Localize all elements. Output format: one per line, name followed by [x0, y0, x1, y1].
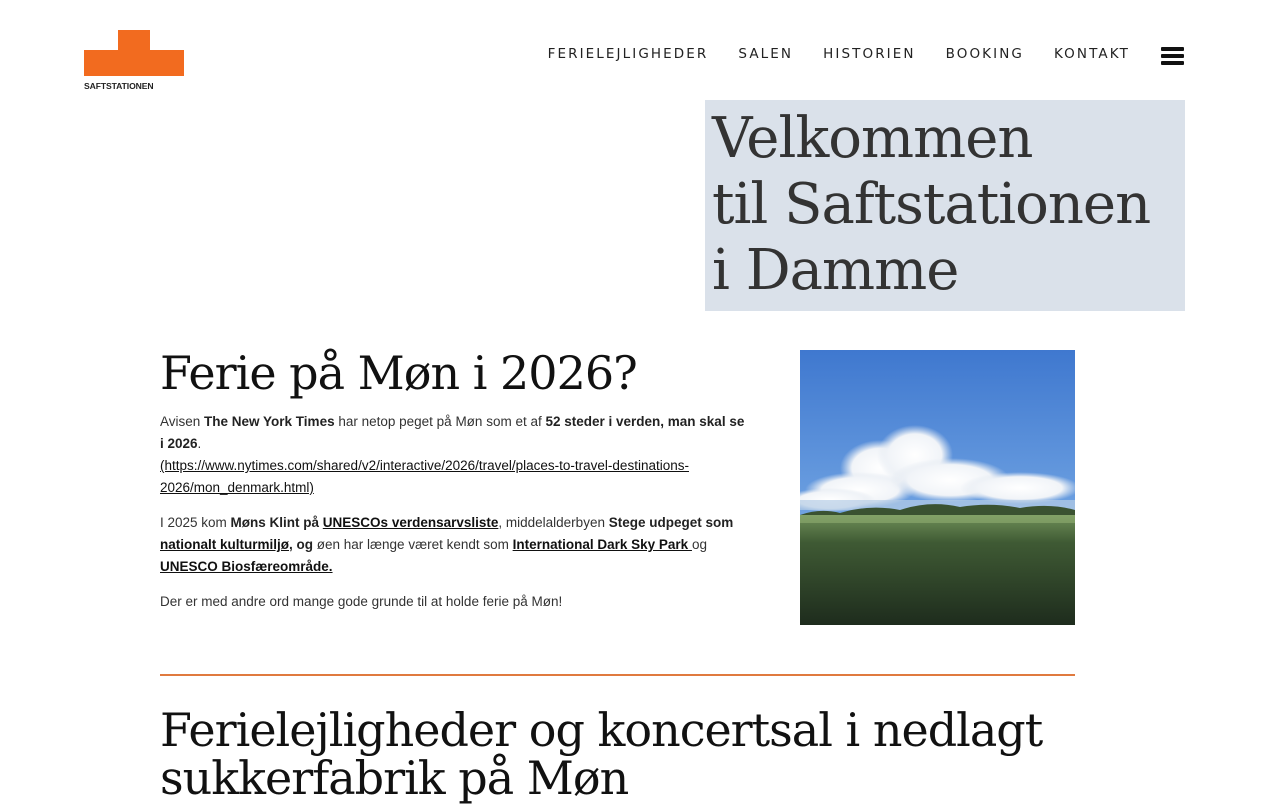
text: øen har længe været kendt som [313, 537, 513, 552]
nav-item-historien[interactable]: HISTORIEN [823, 46, 916, 62]
text: . [197, 436, 202, 451]
nav-item-salen[interactable]: SALEN [738, 46, 794, 62]
intro-paragraph-3: Der er med andre ord mange gode grunde til at holde ferie på Møn! [160, 594, 563, 609]
text: I 2025 kom [160, 515, 231, 530]
intro-paragraph-2 [160, 512, 750, 578]
hero-title-line: til Saftstationen [712, 172, 1151, 237]
text: , middelalderbyen [498, 515, 609, 530]
hero-title-line: Velkommen [712, 106, 1033, 171]
text: og [691, 537, 707, 552]
highlight-text: 52 steder i verden, man skal se i 2026 [160, 414, 745, 451]
nytimes-link[interactable]: (https://www.nytimes.com/shared/v2/interactive/2026/travel/places-to-travel-destinations-2026/mon_denmark.html) [160, 458, 689, 495]
nav-item-ferielejligheder[interactable]: FERIELEJLIGHEDER [547, 46, 709, 62]
highlight-text: , og [289, 537, 314, 552]
highlight-text: Møns Klint på [230, 515, 323, 530]
newspaper-name: The New York Times [204, 414, 335, 429]
intro-text [160, 411, 750, 626]
section-divider [160, 674, 1075, 676]
unesco-world-heritage-link[interactable]: UNESCOs verdensarvsliste [322, 515, 499, 530]
section-heading: Ferielejligheder og koncertsal i nedlagt sukkerfabrik på Møn [160, 703, 1043, 805]
text: har netop peget på Møn som et af [334, 414, 546, 429]
intro-paragraph-1 [160, 411, 750, 499]
hero-title-line: i Damme [712, 238, 959, 303]
unesco-biosphere-link[interactable]: UNESCO Biosfæreområde. [160, 559, 333, 574]
landscape-photo [800, 350, 1075, 625]
text: Avisen [160, 414, 205, 429]
hero-title [712, 106, 1150, 304]
saftstationen-logo-icon [84, 30, 184, 78]
main-nav [548, 44, 1130, 64]
dark-sky-park-link[interactable]: International Dark Sky Park [512, 537, 692, 552]
hamburger-icon[interactable] [1161, 47, 1184, 66]
logo-text: SAFTSTATIONEN [84, 81, 154, 91]
logo[interactable] [84, 30, 184, 92]
nav-item-kontakt[interactable]: KONTAKT [1053, 46, 1130, 62]
nationalt-kulturmiljo-link[interactable]: nationalt kulturmiljø [160, 537, 290, 552]
nav-item-booking[interactable]: BOOKING [945, 46, 1024, 62]
intro-heading: Ferie på Møn i 2026? [160, 346, 637, 400]
highlight-text: Stege udpeget som [608, 515, 734, 530]
